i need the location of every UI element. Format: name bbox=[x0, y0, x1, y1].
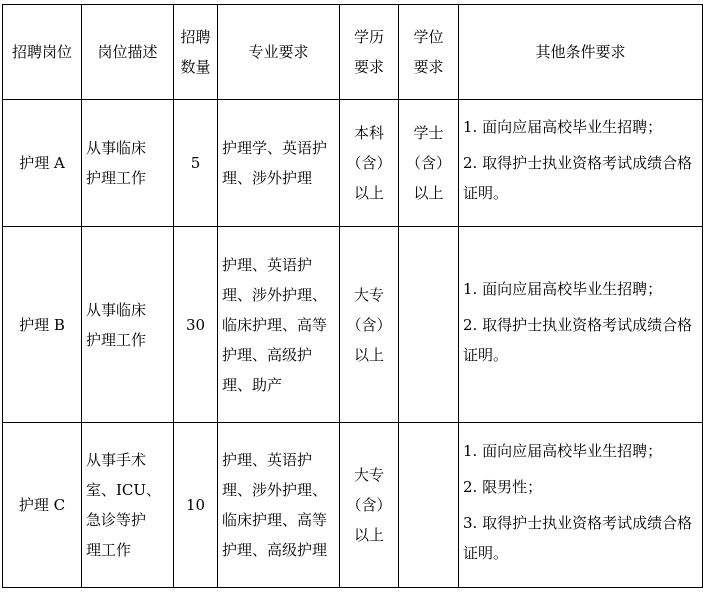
cell-count: 30 bbox=[174, 227, 218, 423]
table-row bbox=[3, 227, 703, 423]
cell-major: 护理、英语护 理、涉外护理、 临床护理、高等 护理、高级护理 bbox=[218, 423, 340, 588]
cell-degree bbox=[399, 423, 459, 588]
cell-education: 大专 （含） 以上 bbox=[340, 227, 399, 423]
cell-count: 10 bbox=[174, 423, 218, 588]
header-description: 岗位描述 bbox=[82, 5, 174, 100]
header-major: 专业要求 bbox=[218, 5, 340, 100]
cell-other: 1. 面向应届高校毕业生招聘； 2. 限男性； 3. 取得护士执业资格考试成绩合格证明。 bbox=[459, 423, 703, 588]
cell-major: 护理学、英语护 理、涉外护理 bbox=[218, 100, 340, 227]
cell-other: 1. 面向应届高校毕业生招聘； 2. 取得护士执业资格考试成绩合格证明。 bbox=[459, 227, 703, 423]
header-count: 招聘 数量 bbox=[174, 5, 218, 100]
cell-position: 护理 C bbox=[3, 423, 82, 588]
table-row bbox=[3, 100, 703, 227]
cell-degree: 学士 （含） 以上 bbox=[399, 100, 459, 227]
cell-count: 5 bbox=[174, 100, 218, 227]
header-degree: 学位 要求 bbox=[399, 5, 459, 100]
header-other: 其他条件要求 bbox=[459, 5, 703, 100]
cell-degree bbox=[399, 227, 459, 423]
cell-major: 护理、英语护 理、涉外护理、 临床护理、高等 护理、高级护 理、助产 bbox=[218, 227, 340, 423]
cell-position: 护理 B bbox=[3, 227, 82, 423]
cell-education: 大专 （含） 以上 bbox=[340, 423, 399, 588]
cell-description: 从事临床 护理工作 bbox=[82, 227, 174, 423]
table-row bbox=[3, 423, 703, 588]
cell-description: 从事手术 室、ICU、 急诊等护 理工作 bbox=[82, 423, 174, 588]
header-row bbox=[3, 5, 703, 100]
header-position: 招聘岗位 bbox=[3, 5, 82, 100]
cell-description: 从事临床 护理工作 bbox=[82, 100, 174, 227]
recruitment-table bbox=[2, 4, 703, 588]
cell-education: 本科 （含） 以上 bbox=[340, 100, 399, 227]
cell-other: 1. 面向应届高校毕业生招聘； 2. 取得护士执业资格考试成绩合格证明。 bbox=[459, 100, 703, 227]
cell-position: 护理 A bbox=[3, 100, 82, 227]
header-education: 学历 要求 bbox=[340, 5, 399, 100]
